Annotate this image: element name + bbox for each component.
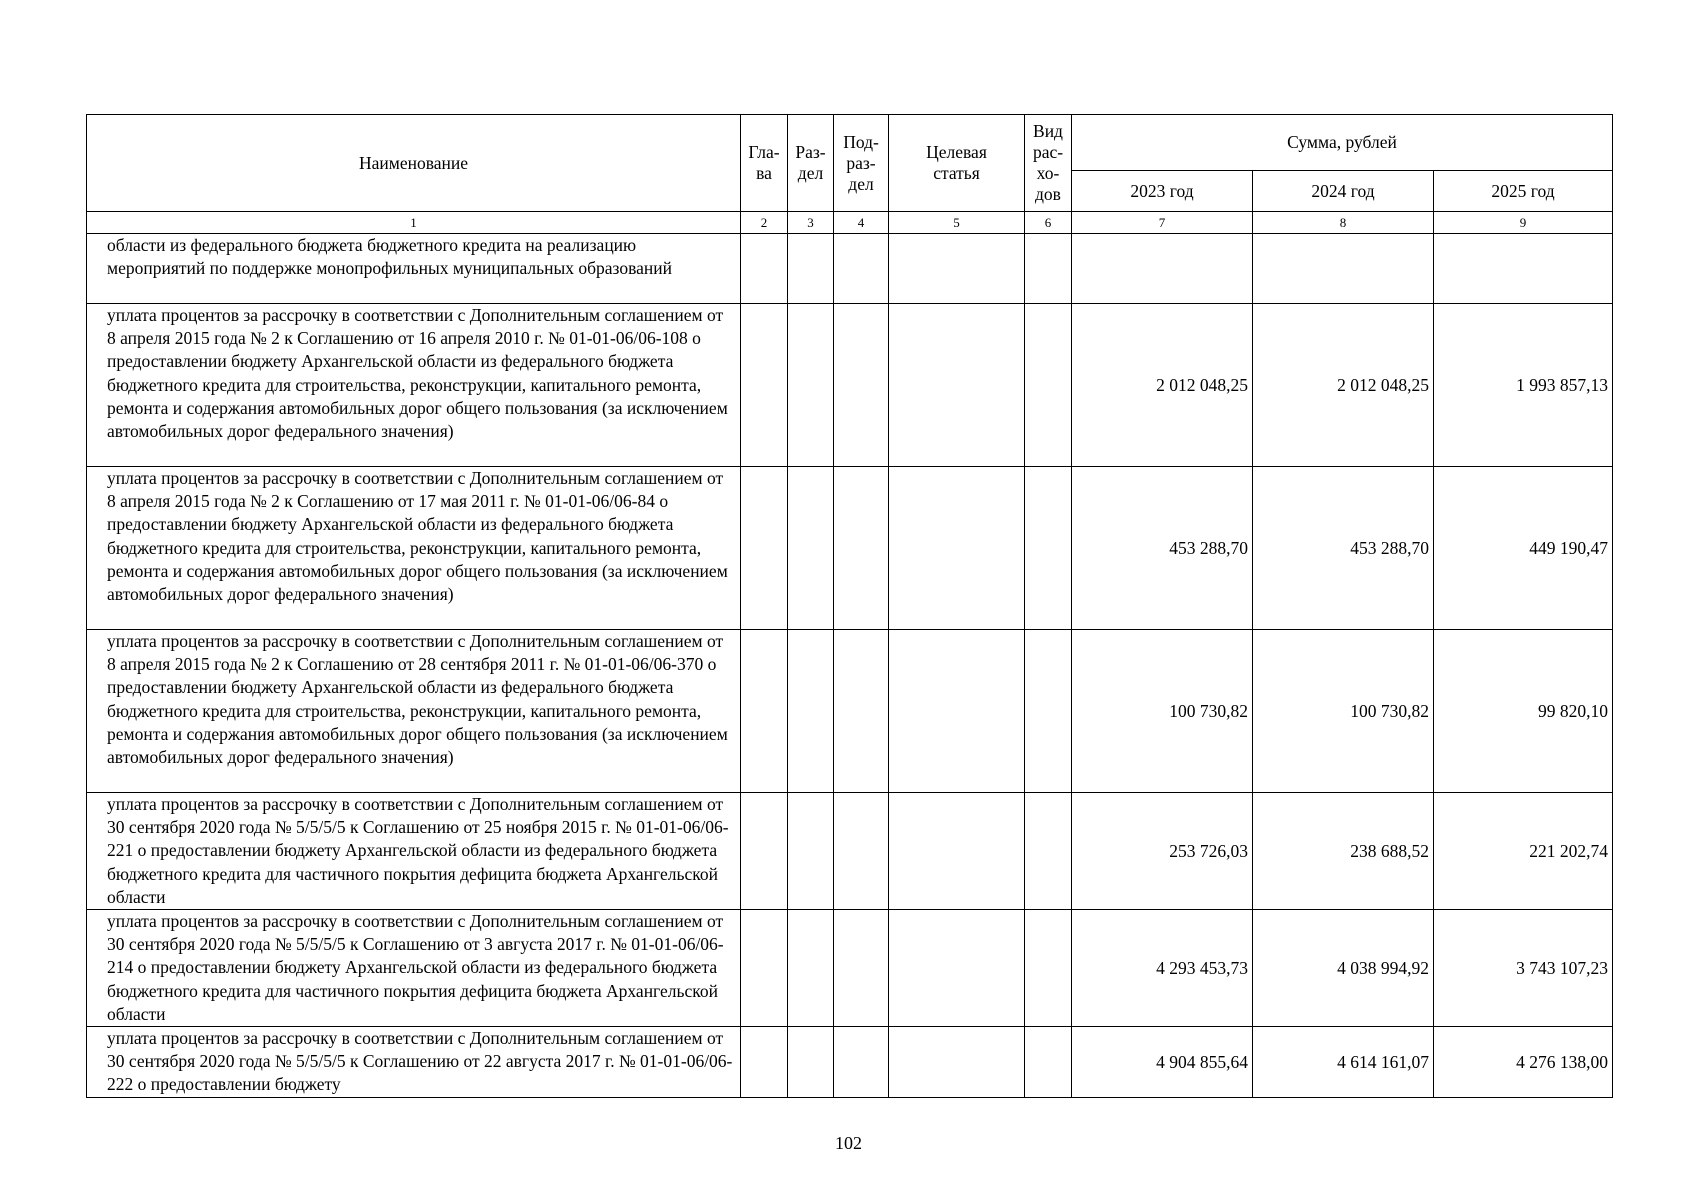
row-chapter bbox=[741, 304, 788, 467]
column-number: 7 bbox=[1072, 212, 1253, 234]
row-chapter bbox=[741, 234, 788, 304]
row-name: уплата процентов за рассрочку в соответствии с Дополнительным соглашением от 30 сентября 2020 года № 5/5/5/5 к Соглашению от 3 августа 2017 г. № 01-01-06/06-214 о предоставлении бюджету Архангельской области из федерального бюджета бюджетного кредита для частичного покрытия дефицита бюджета Архангельской области bbox=[87, 910, 741, 1027]
row-value-2023: 100 730,82 bbox=[1072, 630, 1253, 793]
table-row bbox=[87, 910, 1613, 1027]
header-year-2024: 2024 год bbox=[1253, 171, 1434, 212]
row-target-article bbox=[889, 630, 1025, 793]
row-subsection bbox=[834, 630, 889, 793]
header-name: Наименование bbox=[87, 115, 741, 212]
header-expense-type: Вид рас- хо- дов bbox=[1025, 115, 1072, 212]
column-number: 4 bbox=[834, 212, 889, 234]
row-name: уплата процентов за рассрочку в соответствии с Дополнительным соглашением от 30 сентября 2020 года № 5/5/5/5 к Соглашению от 25 ноября 2015 г. № 01-01-06/06-221 о предоставлении бюджету Архангельской области из федерального бюджета бюджетного кредита для частичного покрытия дефицита бюджета Архангельской области bbox=[87, 793, 741, 910]
column-number: 9 bbox=[1434, 212, 1613, 234]
column-number: 1 bbox=[87, 212, 741, 234]
row-section bbox=[788, 910, 834, 1027]
row-value-2025: 1 993 857,13 bbox=[1434, 304, 1613, 467]
row-expense-type bbox=[1025, 467, 1072, 630]
header-year-2025: 2025 год bbox=[1434, 171, 1613, 212]
column-number: 6 bbox=[1025, 212, 1072, 234]
row-value-2023: 4 293 453,73 bbox=[1072, 910, 1253, 1027]
table-row bbox=[87, 467, 1613, 630]
page-number: 102 bbox=[835, 1133, 862, 1153]
row-target-article bbox=[889, 467, 1025, 630]
row-value-2025: 449 190,47 bbox=[1434, 467, 1613, 630]
row-value-2025: 4 276 138,00 bbox=[1434, 1027, 1613, 1098]
row-subsection bbox=[834, 910, 889, 1027]
row-name: уплата процентов за рассрочку в соответствии с Дополнительным соглашением от 8 апреля 2015 года № 2 к Соглашению от 28 сентября 2011 г. № 01-01-06/06-370 о предоставлении бюджету Архангельской области из федерального бюджета бюджетного кредита для строительства, реконструкции, капитального ремонта, ремонта и содержания автомобильных дорог общего пользования (за исключением автомобильных дорог федерального значения) bbox=[87, 630, 741, 793]
row-name: уплата процентов за рассрочку в соответствии с Дополнительным соглашением от 8 апреля 2015 года № 2 к Соглашению от 17 мая 2011 г. № 01-01-06/06-84 о предоставлении бюджету Архангельской области из федерального бюджета бюджетного кредита для строительства, реконструкции, капитального ремонта, ремонта и содержания автомобильных дорог общего пользования (за исключением автомобильных дорог федерального значения) bbox=[87, 467, 741, 630]
row-expense-type bbox=[1025, 234, 1072, 304]
row-value-2023: 253 726,03 bbox=[1072, 793, 1253, 910]
row-value-2024: 238 688,52 bbox=[1253, 793, 1434, 910]
row-value-2024: 453 288,70 bbox=[1253, 467, 1434, 630]
row-value-2025: 221 202,74 bbox=[1434, 793, 1613, 910]
row-value-2024: 4 038 994,92 bbox=[1253, 910, 1434, 1027]
row-target-article bbox=[889, 304, 1025, 467]
row-value-2023: 453 288,70 bbox=[1072, 467, 1253, 630]
row-expense-type bbox=[1025, 304, 1072, 467]
row-name: уплата процентов за рассрочку в соответствии с Дополнительным соглашением от 30 сентября 2020 года № 5/5/5/5 к Соглашению от 22 августа 2017 г. № 01-01-06/06-222 о предоставлении бюджету bbox=[87, 1027, 741, 1098]
row-value-2024: 100 730,82 bbox=[1253, 630, 1434, 793]
column-number: 8 bbox=[1253, 212, 1434, 234]
column-number: 5 bbox=[889, 212, 1025, 234]
row-chapter bbox=[741, 910, 788, 1027]
row-value-2025: 3 743 107,23 bbox=[1434, 910, 1613, 1027]
row-subsection bbox=[834, 304, 889, 467]
row-expense-type bbox=[1025, 910, 1072, 1027]
row-subsection bbox=[834, 234, 889, 304]
row-expense-type bbox=[1025, 630, 1072, 793]
row-name: уплата процентов за рассрочку в соответствии с Дополнительным соглашением от 8 апреля 2015 года № 2 к Соглашению от 16 апреля 2010 г. № 01-01-06/06-108 о предоставлении бюджету Архангельской области из федерального бюджета бюджетного кредита для строительства, реконструкции, капитального ремонта, ремонта и содержания автомобильных дорог общего пользования (за исключением автомобильных дорог федерального значения) bbox=[87, 304, 741, 467]
row-value-2025 bbox=[1434, 234, 1613, 304]
row-expense-type bbox=[1025, 1027, 1072, 1098]
row-name: области из федерального бюджета бюджетного кредита на реализацию мероприятий по поддержке монопрофильных муниципальных образований bbox=[87, 234, 741, 304]
row-subsection bbox=[834, 793, 889, 910]
row-value-2024 bbox=[1253, 234, 1434, 304]
header-year-2023: 2023 год bbox=[1072, 171, 1253, 212]
row-value-2024: 2 012 048,25 bbox=[1253, 304, 1434, 467]
header-section: Раз- дел bbox=[788, 115, 834, 212]
table-row bbox=[87, 304, 1613, 467]
row-chapter bbox=[741, 467, 788, 630]
row-section bbox=[788, 793, 834, 910]
row-chapter bbox=[741, 630, 788, 793]
row-target-article bbox=[889, 1027, 1025, 1098]
row-target-article bbox=[889, 234, 1025, 304]
row-section bbox=[788, 630, 834, 793]
row-value-2025: 99 820,10 bbox=[1434, 630, 1613, 793]
header-sum: Сумма, рублей bbox=[1072, 115, 1613, 171]
row-target-article bbox=[889, 793, 1025, 910]
row-value-2023 bbox=[1072, 234, 1253, 304]
table-row bbox=[87, 630, 1613, 793]
row-expense-type bbox=[1025, 793, 1072, 910]
column-number: 3 bbox=[788, 212, 834, 234]
header-chapter: Гла- ва bbox=[741, 115, 788, 212]
row-section bbox=[788, 467, 834, 630]
header-target-article: Целевая статья bbox=[889, 115, 1025, 212]
table-row bbox=[87, 234, 1613, 304]
header-subsection: Под- раз- дел bbox=[834, 115, 889, 212]
row-value-2023: 4 904 855,64 bbox=[1072, 1027, 1253, 1098]
row-section bbox=[788, 1027, 834, 1098]
row-target-article bbox=[889, 910, 1025, 1027]
row-section bbox=[788, 234, 834, 304]
row-value-2023: 2 012 048,25 bbox=[1072, 304, 1253, 467]
row-subsection bbox=[834, 467, 889, 630]
column-number: 2 bbox=[741, 212, 788, 234]
row-section bbox=[788, 304, 834, 467]
row-chapter bbox=[741, 793, 788, 910]
table-row bbox=[87, 793, 1613, 910]
table-row bbox=[87, 1027, 1613, 1098]
row-value-2024: 4 614 161,07 bbox=[1253, 1027, 1434, 1098]
row-chapter bbox=[741, 1027, 788, 1098]
row-subsection bbox=[834, 1027, 889, 1098]
budget-table bbox=[86, 114, 1613, 1098]
